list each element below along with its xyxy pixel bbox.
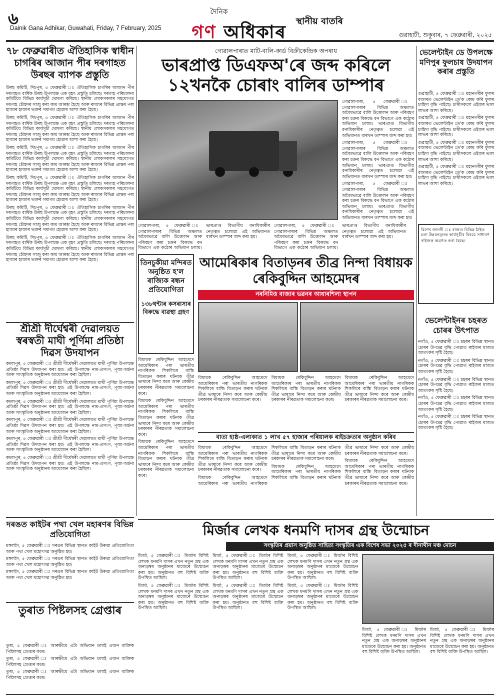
article-valentine-flowers: গুৱাহাটী, ৫ ফেব্ৰুৱাৰী ঃ মহানগৰীৰ ফুলৰ বজাৰত ভেলেন্টাইন ডে'ক কেন্দ্ৰ কৰি ফুলৰ চাহিদা বৃদ্ধি পাইছে। চাষীসকলে এইবাৰ ভাল লাভৰ আশা কৰিছে। গুৱাহাটী, ৫ ফেব্ৰুৱাৰী ঃ মহানগৰীৰ ফুলৰ বজাৰত ভেলেন্টাইন ডে'ক কেন্দ্ৰ কৰি ফুলৰ চাহিদা বৃদ্ধি পাইছে। চাষীসকলে এইবাৰ ভাল লাভৰ আশা কৰিছে। গুৱাহাটী, ৫ ফেব্ৰুৱাৰী ঃ মহানগৰীৰ ফুলৰ বজাৰত ভেলেন্টাইন ডে'ক কেন্দ্ৰ কৰি ফুলৰ চাহিদা বৃদ্ধি পাইছে। চাষীসকলে এইবাৰ ভাল লাভৰ আশা কৰিছে। গুৱাহাটী, ৫ ফেব্ৰুৱাৰী ঃ মহানগৰীৰ ফুলৰ বজাৰত ভেলেন্টাইন ডে'ক কেন্দ্ৰ কৰি ফুলৰ চাহিদা বৃদ্ধি পাইছে। চাষীসকলে এইবাৰ ভাল লাভৰ আশা কৰিছে। bbox=[418, 92, 494, 187]
notice-box: বিশেষ জাননী ঃ ৰাজ্যৰ বিভিন্ন ঠাইত চলা উন্নয়নমূলক কাৰ্যসূচীৰ বিষয়ে সাধাৰণ ৰাইজক অৱগত কৰা হৈছে। bbox=[418, 224, 494, 304]
article-main-side: গোৱালপাৰা, ৫ ফেব্ৰুৱাৰী ঃ গোৱালপাৰাৰ বিভিন্ন অঞ্চলত অবৈধভাৱে বালি উত্তোলন আৰু পৰিবহণ কৰা চক্ৰৰ বিৰুদ্ধে বন বিভাগে এক কঠোৰ অভিযান চলায়। ভাৰপ্ৰাপ্ত বিভাগীয় বনাধিকাৰীৰ নেতৃত্বত চলোৱা এই অভিযানত বাৰখন ডাম্পাৰ জব্দ কৰা হয়। গোৱালপাৰা, ৫ ফেব্ৰুৱাৰী ঃ গোৱালপাৰাৰ বিভিন্ন অঞ্চলত অবৈধভাৱে বালি উত্তোলন আৰু পৰিবহণ কৰা চক্ৰৰ বিৰুদ্ধে বন বিভাগে এক কঠোৰ অভিযান চলায়। ভাৰপ্ৰাপ্ত বিভাগীয় বনাধিকাৰীৰ নেতৃত্বত চলোৱা এই অভিযানত বাৰখন ডাম্পাৰ জব্দ কৰা হয়। গোৱালপাৰা, ৫ ফেব্ৰুৱাৰী ঃ গোৱালপাৰাৰ বিভিন্ন অঞ্চলত অবৈধভাৱে বালি উত্তোলন আৰু পৰিবহণ কৰা চক্ৰৰ বিৰুদ্ধে বন বিভাগে এক কঠোৰ অভিযান চলায়। ভাৰপ্ৰাপ্ত বিভাগীয় বনাধিকাৰীৰ নেতৃত্বত চলোৱা এই অভিযানত বাৰখন ডাম্পাৰ জব্দ কৰা হয়। bbox=[342, 100, 414, 221]
headline-america: আমেৰিকাৰ বিতাড়নৰ তীব্ৰ নিন্দা বিধায়ক ৰেকিবুদ্দিন আহমেদৰ bbox=[199, 256, 413, 287]
article-kite: মঙ্গলদৈ, ৫ ফেব্ৰুৱাৰী ঃ দৰঙৰ বিভিন্ন স্থানত কাইট উৰুৱা প্ৰতিযোগিতা আৰু পথা খেল মহোৎসৱ অনুষ্ঠিত হয়। মঙ্গলদৈ, ৫ ফেব্ৰুৱাৰী ঃ দৰঙৰ বিভিন্ন স্থানত কাইট উৰুৱা প্ৰতিযোগিতা আৰু পথা খেল মহোৎসৱ অনুষ্ঠিত হয়। মঙ্গলদৈ, ৫ ফেব্ৰুৱাৰী ঃ দৰঙৰ বিভিন্ন স্থানত কাইট উৰুৱা প্ৰতিযোগিতা আৰু পথা খেল মহোৎসৱ অনুষ্ঠিত হয়। bbox=[6, 544, 134, 581]
mla-photo bbox=[300, 302, 414, 372]
article-urs: উৰছ কমিটি, দিচপুৰ, ৫ ফেব্ৰুৱাৰী ঃ ঐতিহাসিক চাগৰিৰ আজান পীৰ দৰগাহত বাৰ্ষিক উৰছ উপলক্ষে এক বৃহৎ প্ৰস্তুতি চলিছে। দৰগাহ পৰিচালনা কমিটিয়ে বিভিন্ন কাৰ্যসূচী ঘোষণা কৰিছে। স্থানীয় লোকসকলৰ সহযোগত দৰগাহ চৌহদৰ সাজু কৰা কাম আৰম্ভ হৈছে আৰু ৰাজ্যৰ বিভিন্ন প্ৰান্তৰ পৰা হাজাৰ হাজাৰ ভক্তৰ সমাগম হোৱাৰ আশা কৰা হৈছে। উৰছ কমিটি, দিচপুৰ, ৫ ফেব্ৰুৱাৰী ঃ ঐতিহাসিক চাগৰিৰ আজান পীৰ দৰগাহত বাৰ্ষিক উৰছ উপলক্ষে এক বৃহৎ প্ৰস্তুতি চলিছে। দৰগাহ পৰিচালনা কমিটিয়ে বিভিন্ন কাৰ্যসূচী ঘোষণা কৰিছে। স্থানীয় লোকসকলৰ সহযোগত দৰগাহ চৌহদৰ সাজু কৰা কাম আৰম্ভ হৈছে আৰু ৰাজ্যৰ বিভিন্ন প্ৰান্তৰ পৰা হাজাৰ হাজাৰ ভক্তৰ সমাগম হোৱাৰ আশা কৰা হৈছে। উৰছ কমিটি, দিচপুৰ, ৫ ফেব্ৰুৱাৰী ঃ ঐতিহাসিক চাগৰিৰ আজান পীৰ দৰগাহত বাৰ্ষিক উৰছ উপলক্ষে এক বৃহৎ প্ৰস্তুতি চলিছে। দৰগাহ পৰিচালনা কমিটিয়ে বিভিন্ন কাৰ্যসূচী ঘোষণা কৰিছে। স্থানীয় লোকসকলৰ সহযোগত দৰগাহ চৌহদৰ সাজু কৰা কাম আৰম্ভ হৈছে আৰু ৰাজ্যৰ বিভিন্ন প্ৰান্তৰ পৰা হাজাৰ হাজাৰ ভক্তৰ সমাগম হোৱাৰ আশা কৰা হৈছে। উৰছ কমিটি, দিচপুৰ, ৫ ফেব্ৰুৱাৰী ঃ ঐতিহাসিক চাগৰিৰ আজান পীৰ দৰগাহত বাৰ্ষিক উৰছ উপলক্ষে এক বৃহৎ প্ৰস্তুতি চলিছে। দৰগাহ পৰিচালনা কমিটিয়ে বিভিন্ন কাৰ্যসূচী ঘোষণা কৰিছে। স্থানীয় লোকসকলৰ সহযোগত দৰগাহ চৌহদৰ সাজু কৰা কাম আৰম্ভ হৈছে আৰু ৰাজ্যৰ বিভিন্ন প্ৰান্তৰ পৰা হাজাৰ হাজাৰ ভক্তৰ সমাগম হোৱাৰ আশা কৰা হৈছে। উৰছ কমিটি, দিচপুৰ, ৫ ফেব্ৰুৱাৰী ঃ ঐতিহাসিক চাগৰিৰ আজান পীৰ দৰগাহত বাৰ্ষিক উৰছ উপলক্ষে এক বৃহৎ প্ৰস্তুতি চলিছে। দৰগাহ পৰিচালনা কমিটিয়ে বিভিন্ন কাৰ্যসূচী ঘোষণা কৰিছে। স্থানীয় লোকসকলৰ সহযোগত দৰগাহ চৌহদৰ সাজু কৰা কাম আৰম্ভ হৈছে আৰু ৰাজ্যৰ বিভিন্ন প্ৰান্তৰ পৰা হাজাৰ হাজাৰ ভক্তৰ সমাগম হোৱাৰ আশা কৰা হৈছে। উৰছ কমিটি, দিচপুৰ, ৫ ফেব্ৰুৱাৰী ঃ ঐতিহাসিক চাগৰিৰ আজান পীৰ দৰগাহত বাৰ্ষিক উৰছ উপলক্ষে এক বৃহৎ প্ৰস্তুতি চলিছে। দৰগাহ পৰিচালনা কমিটিয়ে বিভিন্ন কাৰ্যসূচী ঘোষণা কৰিছে। স্থানীয় লোকসকলৰ সহযোগত দৰগাহ চৌহদৰ সাজু কৰা কাম আৰম্ভ হৈছে আৰু ৰাজ্যৰ বিভিন্ন প্ৰান্তৰ পৰা হাজাৰ হাজাৰ ভক্তৰ সমাগম হোৱাৰ আশা কৰা হৈছে। bbox=[6, 86, 134, 264]
headline-kite: দৰঙত কাইটৰ পথা খেল মহাৰণৰ বিভিন্ন প্ৰতিযোগিতা bbox=[6, 520, 134, 539]
banner-mirza: সংস্কৃতিৰ প্ৰয়াস অনুষ্ঠিত সাহিত্য সংস্কৃতিৰ এক বিশেষ সভা ২০২৫ ৰ দীনাথীন মঞ্চ মোচন bbox=[226, 542, 494, 551]
box-title: তিনচুকীয়া মন্দিৰত অনুষ্ঠিত হ'ল ৰাজ্যিক ৰন্ধন প্ৰতিযোগিতা bbox=[140, 259, 192, 294]
article-thieves: নগাঁও, ৫ ফেব্ৰুৱাৰী ঃ চহৰৰ বিভিন্ন স্থানত চোৰৰ উপদ্ৰৱ বৃদ্ধি পোৱাত ৰাইজৰ মাজত আতংকৰ সৃষ্টি হৈছে। নগাঁও, ৫ ফেব্ৰুৱাৰী ঃ চহৰৰ বিভিন্ন স্থানত চোৰৰ উপদ্ৰৱ বৃদ্ধি পোৱাত ৰাইজৰ মাজত আতংকৰ সৃষ্টি হৈছে। নগাঁও, ৫ ফেব্ৰুৱাৰী ঃ চহৰৰ বিভিন্ন স্থানত চোৰৰ উপদ্ৰৱ বৃদ্ধি পোৱাত ৰাইজৰ মাজত আতংকৰ সৃষ্টি হৈছে। নগাঁও, ৫ ফেব্ৰুৱাৰী ঃ চহৰৰ বিভিন্ন স্থানত চোৰৰ উপদ্ৰৱ বৃদ্ধি পোৱাত ৰাইজৰ মাজত আতংকৰ সৃষ্টি হৈছে। নগাঁও, ৫ ফেব্ৰুৱাৰী ঃ চহৰৰ বিভিন্ন স্থানত চোৰৰ উপদ্ৰৱ বৃদ্ধি পোৱাত ৰাইজৰ মাজত আতংকৰ সৃষ্টি হৈছে। bbox=[418, 340, 494, 432]
headline-mirza: মিৰ্জাৰ লেখক ধনমণি দাসৰ গ্ৰন্থ উন্মোচন bbox=[202, 523, 430, 539]
foundation-stone-photo bbox=[198, 302, 298, 372]
article-rice: বিধায়ক ৰেকিবুদ্দিন আহমেদে আমেৰিকাৰ পৰা ভাৰতীয় নাগৰিকক শিকলিৰে বান্ধি বিতাড়ন কৰাৰ ঘটনাক তীব্ৰ ভাষাৰে নিন্দা কৰে আৰু কেন্দ্ৰীয় চৰকাৰৰ নীৰৱতাক সমালোচনা কৰে। বিধায়ক ৰেকিবুদ্দিন আহমেদে আমেৰিকাৰ পৰা ভাৰতীয় নাগৰিকক শিকলিৰে বান্ধি বিতাড়ন কৰাৰ ঘটনাক তীব্ৰ ভাষাৰে নিন্দা কৰে আৰু কেন্দ্ৰীয় চৰকাৰৰ নীৰৱতাক সমালোচনা কৰে। বিধায়ক ৰেকিবুদ্দিন আহমেদে আমেৰিকাৰ পৰা ভাৰতীয় নাগৰিকক শিকলিৰে বান্ধি বিতাড়ন কৰাৰ ঘটনাক তীব্ৰ ভাষাৰে নিন্দা কৰে আৰু কেন্দ্ৰীয় চৰকাৰৰ নীৰৱতাক সমালোচনা কৰে। বিধায়ক ৰেকিবুদ্দিন আহমেদে আমেৰিকাৰ পৰা ভাৰতীয় নাগৰিকক শিকলিৰে বান্ধি বিতাড়ন কৰাৰ ঘটনাক তীব্ৰ ভাষাৰে নিন্দা কৰে আৰু কেন্দ্ৰীয় চৰকাৰৰ নীৰৱতাক সমালোচনা কৰে। bbox=[198, 446, 414, 487]
column-rule bbox=[416, 46, 417, 516]
article-america: বিধায়ক ৰেকিবুদ্দিন আহমেদে আমেৰিকাৰ পৰা ভাৰতীয় নাগৰিকক শিকলিৰে বান্ধি বিতাড়ন কৰাৰ ঘটনাক তীব্ৰ ভাষাৰে নিন্দা কৰে আৰু কেন্দ্ৰীয় চৰকাৰৰ নীৰৱতাক সমালোচনা কৰে। বিধায়ক ৰেকিবুদ্দিন আহমেদে আমেৰিকাৰ পৰা ভাৰতীয় নাগৰিকক শিকলিৰে বান্ধি বিতাড়ন কৰাৰ ঘটনাক তীব্ৰ ভাষাৰে নিন্দা কৰে আৰু কেন্দ্ৰীয় চৰকাৰৰ নীৰৱতাক সমালোচনা কৰে। বিধায়ক ৰেকিবুদ্দিন আহমেদে আমেৰিকাৰ পৰা ভাৰতীয় নাগৰিকক শিকলিৰে বান্ধি বিতাড়ন কৰাৰ ঘটনাক তীব্ৰ ভাষাৰে নিন্দা কৰে আৰু কেন্দ্ৰীয় চৰকাৰৰ নীৰৱতাক সমালোচনা কৰে। bbox=[198, 376, 414, 404]
headline-valentine-flowers: ভেলেন্টাইন ডে উপলক্ষে মণিপুৰ ফুলচাষ উদযাপন কৰাৰ প্ৰস্তুতি bbox=[419, 48, 493, 76]
headline-dirgheswari: শ্ৰীশ্ৰী দীৰ্ঘেশ্বৰী দেৱালয়ত স্বৰস্বতী মাঘী পূৰ্ণিমা প্ৰতিষ্ঠা দিৱস উদযাপন bbox=[16, 324, 124, 359]
headline-pistol: তুৰাত পিষ্টলসহ গ্ৰেপ্তাৰ bbox=[18, 604, 122, 617]
logo-part-1: গণ bbox=[191, 22, 217, 43]
article-dirgheswari: কমলপুৰ, ৫ ফেব্ৰুৱাৰী ঃ শ্ৰীশ্ৰী দীৰ্ঘেশ্বৰী দেৱালয়ত মাঘী পূৰ্ণিমা উপলক্ষে প্ৰতিষ্ঠা দিৱস উদযাপন কৰা হয়। এই উপলক্ষে নাম-প্ৰসংগ, পূজা-অৰ্চনা আৰু সাংস্কৃতিক অনুষ্ঠানৰ আয়োজন কৰা হৈছিল। কমলপুৰ, ৫ ফেব্ৰুৱাৰী ঃ শ্ৰীশ্ৰী দীৰ্ঘেশ্বৰী দেৱালয়ত মাঘী পূৰ্ণিমা উপলক্ষে প্ৰতিষ্ঠা দিৱস উদযাপন কৰা হয়। এই উপলক্ষে নাম-প্ৰসংগ, পূজা-অৰ্চনা আৰু সাংস্কৃতিক অনুষ্ঠানৰ আয়োজন কৰা হৈছিল। কমলপুৰ, ৫ ফেব্ৰুৱাৰী ঃ শ্ৰীশ্ৰী দীৰ্ঘেশ্বৰী দেৱালয়ত মাঘী পূৰ্ণিমা উপলক্ষে প্ৰতিষ্ঠা দিৱস উদযাপন কৰা হয়। এই উপলক্ষে নাম-প্ৰসংগ, পূজা-অৰ্চনা আৰু সাংস্কৃতিক অনুষ্ঠানৰ আয়োজন কৰা হৈছিল। কমলপুৰ, ৫ ফেব্ৰুৱাৰী ঃ শ্ৰীশ্ৰী দীৰ্ঘেশ্বৰী দেৱালয়ত মাঘী পূৰ্ণিমা উপলক্ষে প্ৰতিষ্ঠা দিৱস উদযাপন কৰা হয়। এই উপলক্ষে নাম-প্ৰসংগ, পূজা-অৰ্চনা আৰু সাংস্কৃতিক অনুষ্ঠানৰ আয়োজন কৰা হৈছিল। কমলপুৰ, ৫ ফেব্ৰুৱাৰী ঃ শ্ৰীশ্ৰী দীৰ্ঘেশ্বৰী দেৱালয়ত মাঘী পূৰ্ণিমা উপলক্ষে প্ৰতিষ্ঠা দিৱস উদযাপন কৰা হয়। এই উপলক্ষে নাম-প্ৰসংগ, পূজা-অৰ্চনা আৰু সাংস্কৃতিক অনুষ্ঠানৰ আয়োজন কৰা হৈছিল। কমলপুৰ, ৫ ফেব্ৰুৱাৰী ঃ শ্ৰীশ্ৰী দীৰ্ঘেশ্বৰী দেৱালয়ত মাঘী পূৰ্ণিমা উপলক্ষে প্ৰতিষ্ঠা দিৱস উদযাপন কৰা হয়। এই উপলক্ষে নাম-প্ৰসংগ, পূজা-অৰ্চনা আৰু সাংস্কৃতিক অনুষ্ঠানৰ আয়োজন কৰা হৈছিল। bbox=[6, 362, 134, 473]
column-rule bbox=[136, 46, 137, 516]
footer-rule bbox=[6, 694, 494, 695]
article-tinsukia: বিধায়ক ৰেকিবুদ্দিন আহমেদে আমেৰিকাৰ পৰা ভাৰতীয় নাগৰিকক শিকলিৰে বান্ধি বিতাড়ন কৰাৰ ঘটনাক তীব্ৰ ভাষাৰে নিন্দা কৰে আৰু কেন্দ্ৰীয় চৰকাৰৰ নীৰৱতাক সমালোচনা কৰে। বিধায়ক ৰেকিবুদ্দিন আহমেদে আমেৰিকাৰ পৰা ভাৰতীয় নাগৰিকক শিকলিৰে বান্ধি বিতাড়ন কৰাৰ ঘটনাক তীব্ৰ ভাষাৰে নিন্দা কৰে আৰু কেন্দ্ৰীয় চৰকাৰৰ নীৰৱতাক সমালোচনা কৰে। বিধায়ক ৰেকিবুদ্দিন আহমেদে আমেৰিকাৰ পৰা ভাৰতীয় নাগৰিকক শিকলিৰে বান্ধি বিতাড়ন কৰাৰ ঘটনাক তীব্ৰ ভাষাৰে নিন্দা কৰে আৰু কেন্দ্ৰীয় চৰকাৰৰ নীৰৱতাক সমালোচনা কৰে। bbox=[138, 358, 194, 479]
article-main-body: গোৱালপাৰা, ৫ ফেব্ৰুৱাৰী ঃ গোৱালপাৰাৰ বিভিন্ন অঞ্চলত অবৈধভাৱে বালি উত্তোলন আৰু পৰিবহণ কৰা চক্ৰৰ বিৰুদ্ধে বন বিভাগে এক কঠোৰ অভিযান চলায়। ভাৰপ্ৰাপ্ত বিভাগীয় বনাধিকাৰীৰ নেতৃত্বত চলোৱা এই অভিযানত বাৰখন ডাম্পাৰ জব্দ কৰা হয়। গোৱালপাৰা, ৫ ফেব্ৰুৱাৰী ঃ গোৱালপাৰাৰ বিভিন্ন অঞ্চলত অবৈধভাৱে বালি উত্তোলন আৰু পৰিবহণ কৰা চক্ৰৰ বিৰুদ্ধে বন বিভাগে এক কঠোৰ অভিযান চলায়। ভাৰপ্ৰাপ্ত বিভাগীয় বনাধিকাৰীৰ নেতৃত্বত চলোৱা এই অভিযানত বাৰখন ডাম্পাৰ জব্দ কৰা হয়। bbox=[138, 224, 406, 252]
box-tinsukia bbox=[138, 254, 194, 354]
newspaper-page bbox=[6, 4, 494, 696]
date-line: গুৱাহাটী, শুকুবাৰ, ৭ ফেব্ৰুৱাৰী, ২০২৫ bbox=[398, 32, 492, 39]
box-subtitle: ১৩৮ঘন্টাৰ কসৰাসাৰ বিৰুদ্ধে ব্যৱস্থা গ্ৰহণ bbox=[141, 301, 191, 316]
main-headline: ভাৰপ্ৰাপ্ত ডিএফঅ'ৰে জব্দ কৰিলে ১২খনকৈ চোৰাং বালিৰ ডাম্পাৰ bbox=[161, 56, 391, 96]
article-mirza: মিৰ্জা, ৫ ফেব্ৰুৱাৰী ঃ মিৰ্জাৰ বিশিষ্ট লেখক ধনমণি দাসৰ এখন নতুন গ্ৰন্থ এক অনাড়ম্বৰ অনুষ্ঠানৰ মাজেৰে উন্মোচন কৰা হয়। অনুষ্ঠানত বহু বিশিষ্ট ব্যক্তি উপস্থিত আছিল। মিৰ্জা, ৫ ফেব্ৰুৱাৰী ঃ মিৰ্জাৰ বিশিষ্ট লেখক ধনমণি দাসৰ এখন নতুন গ্ৰন্থ এক অনাড়ম্বৰ অনুষ্ঠানৰ মাজেৰে উন্মোচন কৰা হয়। অনুষ্ঠানত বহু বিশিষ্ট ব্যক্তি উপস্থিত আছিল। মিৰ্জা, ৫ ফেব্ৰুৱাৰী ঃ মিৰ্জাৰ বিশিষ্ট লেখক ধনমণি দাসৰ এখন নতুন গ্ৰন্থ এক অনাড়ম্বৰ অনুষ্ঠানৰ মাজেৰে উন্মোচন কৰা হয়। অনুষ্ঠানত বহু বিশিষ্ট ব্যক্তি উপস্থিত আছিল। মিৰ্জা, ৫ ফেব্ৰুৱাৰী ঃ মিৰ্জাৰ বিশিষ্ট লেখক ধনমণি দাসৰ এখন নতুন গ্ৰন্থ এক অনাড়ম্বৰ অনুষ্ঠানৰ মাজেৰে উন্মোচন কৰা হয়। অনুষ্ঠানত বহু বিশিষ্ট ব্যক্তি উপস্থিত আছিল। মিৰ্জা, ৫ ফেব্ৰুৱাৰী ঃ মিৰ্জাৰ বিশিষ্ট লেখক ধনমণি দাসৰ এখন নতুন গ্ৰন্থ এক অনাড়ম্বৰ অনুষ্ঠানৰ মাজেৰে উন্মোচন কৰা হয়। অনুষ্ঠানত বহু বিশিষ্ট ব্যক্তি উপস্থিত আছিল। মিৰ্জা, ৫ ফেব্ৰুৱাৰী ঃ মিৰ্জাৰ বিশিষ্ট লেখক ধনমণি দাসৰ এখন নতুন গ্ৰন্থ এক অনাড়ম্বৰ অনুষ্ঠানৰ মাজেৰে উন্মোচন কৰা হয়। অনুষ্ঠানত বহু বিশিষ্ট ব্যক্তি উপস্থিত আছিল। bbox=[138, 554, 358, 612]
headline-thieves: ভেলেন্টাইনৰ চহৰত চোৰৰ উৎপাত bbox=[424, 316, 488, 335]
truck-shape bbox=[209, 131, 279, 171]
page-number: ৬ bbox=[8, 9, 19, 28]
headline-urs: ৭৮ ফেব্ৰুৱাৰীত ঐতিহাসিক স্বাধীন চাগৰিৰ আজান পীৰ দৰগাহত উৰছৰ ব্যাপক প্ৰস্তুতি bbox=[6, 46, 134, 81]
masthead bbox=[6, 4, 494, 42]
paper-info: Dainik Gana Adhikar, Guwahati, Friday, 7 February, 2025 bbox=[10, 26, 162, 32]
logo bbox=[164, 6, 314, 43]
dumper-truck-photo bbox=[138, 100, 338, 220]
book-launch-photo bbox=[362, 554, 494, 624]
headline-rice: বাতা হাষ্ঠ-এলাকাত ১ লাখ ৫৭ হাজাৰ পৰিয়ালক ৰাইচক্ৰতাৰ অনুষ্ঠান কৰিব bbox=[198, 432, 414, 442]
logo-small-text: দৈনিক bbox=[210, 8, 228, 16]
banner-bazaar: নৰনিমিত্ত বাজাৰ ভৱনৰ আধাৰশিলা স্থাপন bbox=[198, 290, 414, 300]
article-pistol: তুৰা, ৫ ফেব্ৰুৱাৰী ঃ আৰক্ষীয়ে এটা অভিযান চলাই এজন ব্যক্তিক পিষ্টলসহ গ্ৰেপ্তাৰ কৰে। তুৰা, ৫ ফেব্ৰুৱাৰী ঃ আৰক্ষীয়ে এটা অভিযান চলাই এজন ব্যক্তিক পিষ্টলসহ গ্ৰেপ্তাৰ কৰে। তুৰা, ৫ ফেব্ৰুৱাৰী ঃ আৰক্ষীয়ে এটা অভিযান চলাই এজন ব্যক্তিক পিষ্টলসহ গ্ৰেপ্তাৰ কৰে। bbox=[6, 644, 134, 681]
article-mirza-cont: মিৰ্জা, ৫ ফেব্ৰুৱাৰী ঃ মিৰ্জাৰ বিশিষ্ট লেখক ধনমণি দাসৰ এখন নতুন গ্ৰন্থ এক অনাড়ম্বৰ অনুষ্ঠানৰ মাজেৰে উন্মোচন কৰা হয়। অনুষ্ঠানত বহু বিশিষ্ট ব্যক্তি উপস্থিত আছিল। মিৰ্জা, ৫ ফেব্ৰুৱাৰী ঃ মিৰ্জাৰ বিশিষ্ট লেখক ধনমণি দাসৰ এখন নতুন গ্ৰন্থ এক অনাড়ম্বৰ অনুষ্ঠানৰ মাজেৰে উন্মোচন কৰা হয়। অনুষ্ঠানত বহু বিশিষ্ট ব্যক্তি উপস্থিত আছিল। bbox=[362, 628, 494, 656]
section-label: স্থানীয় বাতৰি bbox=[296, 17, 343, 27]
kicker: গোৱালপাৰাত মাটি-বালি-কাৰ্ড বিক্ৰীকেন্দ্ৰিক অপৰাধ bbox=[215, 48, 337, 55]
logo-part-2: অধিকাৰ bbox=[223, 22, 287, 43]
